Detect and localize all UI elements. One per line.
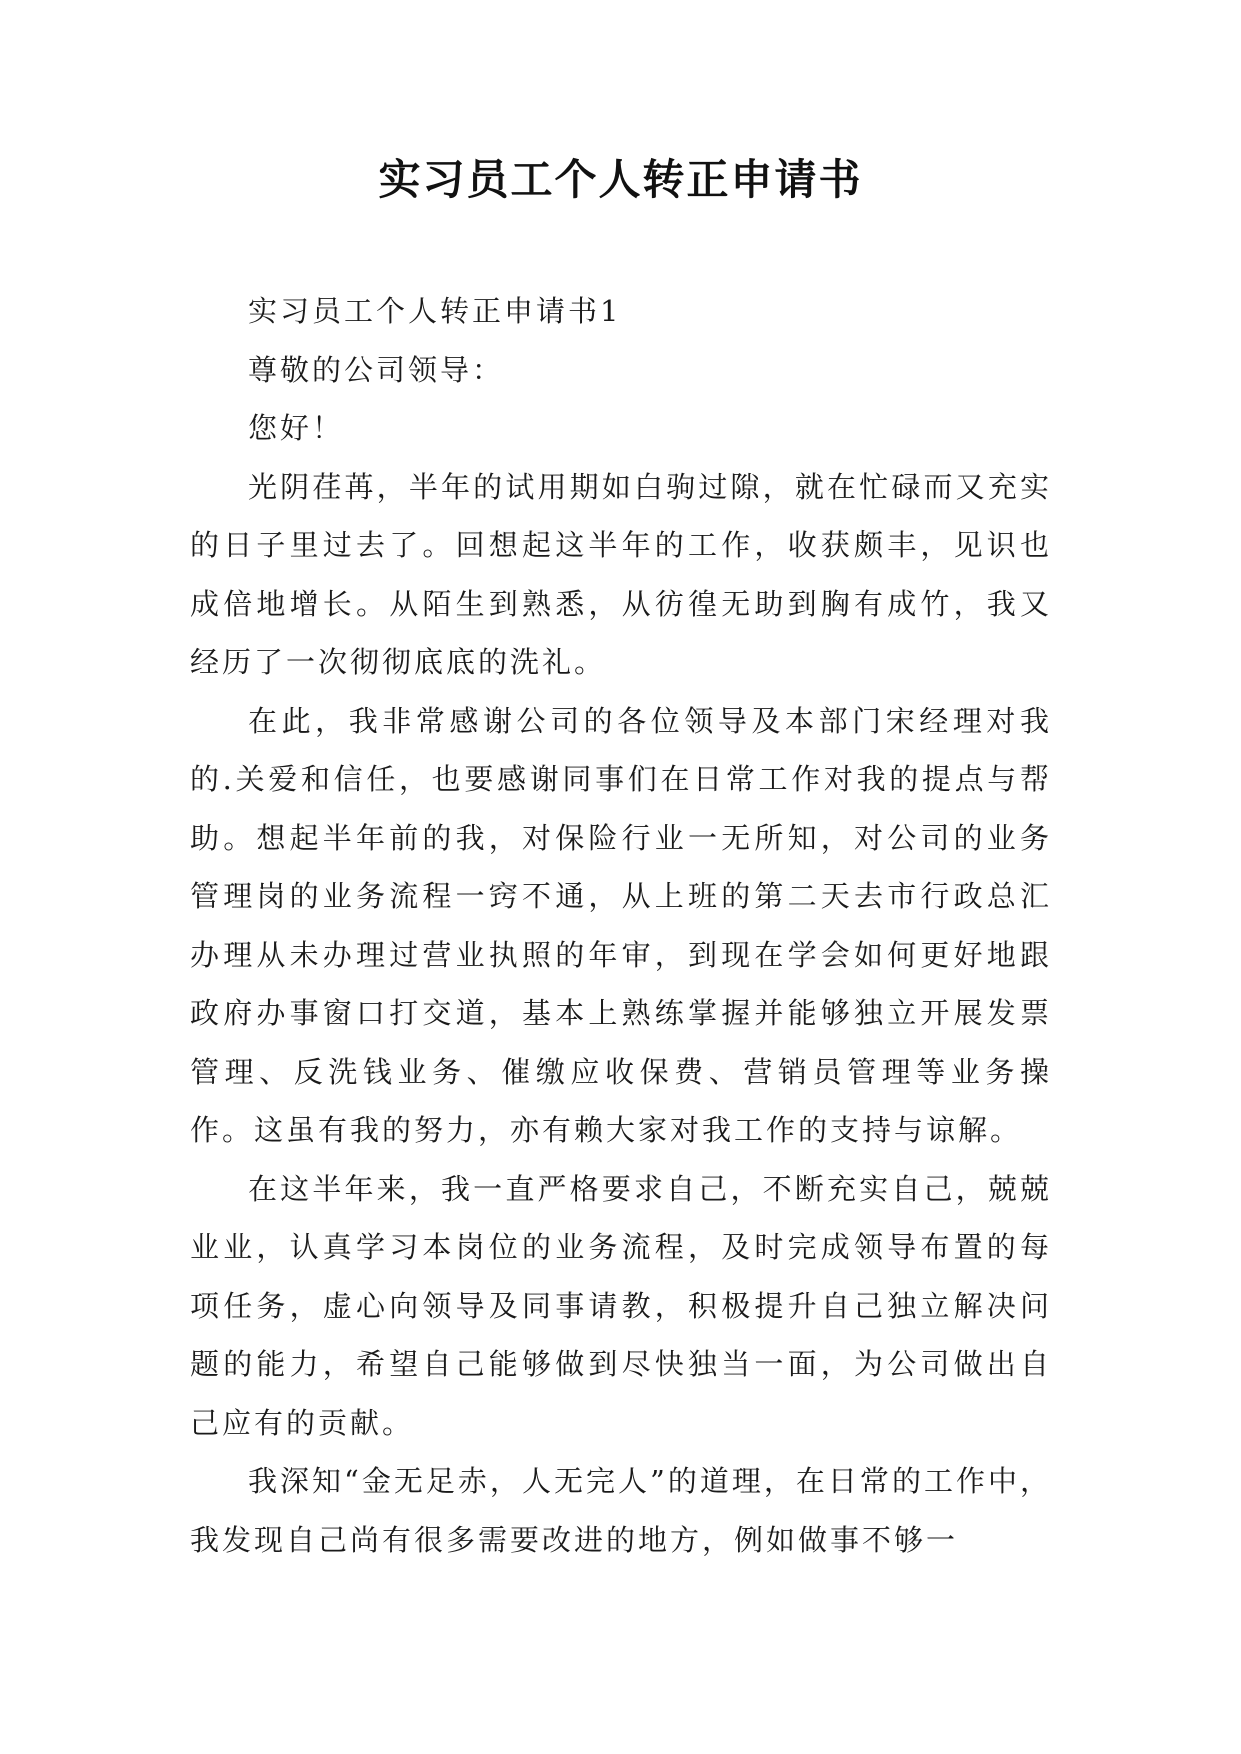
paragraph: 在此，我非常感谢公司的各位领导及本部门宋经理对我的.关爱和信任，也要感谢同事们在日常工作对我的提点与帮助。想起半年前的我，对保险行业一无所知，对公司的业务管理岗的业务流程一窍不通，从上班的第二天去市行政总汇办理从未办理过营业执照的年审，到现在学会如何更好地跟政府办事窗口打交道，基本上熟练掌握并能够独立开展发票管理、反洗钱业务、催缴应收保费、营销员管理等业务操作。这虽有我的努力，亦有赖大家对我工作的支持与谅解。 <box>190 703 1052 1147</box>
document-title: 实习员工个人转正申请书 <box>378 155 863 204</box>
paragraph-salutation: 尊敬的公司领导： <box>248 352 505 387</box>
document-body <box>190 282 1052 1569</box>
paragraph: 在这半年来，我一直严格要求自己，不断充实自己，兢兢业业，认真学习本岗位的业务流程，及时完成领导布置的每项任务，虚心向领导及同事请教，积极提升自己独立解决问题的能力，希望自己能够做到尽快独当一面，为公司做出自己应有的贡献。 <box>190 1171 1052 1440</box>
paragraph-heading: 实习员工个人转正申请书1 <box>248 294 622 328</box>
paragraph: 光阴荏苒，半年的试用期如白驹过隙，就在忙碌而又充实的日子里过去了。回想起这半年的工作，收获颇丰，见识也成倍地增长。从陌生到熟悉，从彷徨无助到胸有成竹，我又经历了一次彻彻底底的洗礼。 <box>190 469 1052 679</box>
paragraph-greeting: 您好！ <box>248 411 345 445</box>
paragraph: 我深知“金无足赤，人无完人”的道理，在日常的工作中，我发现自己尚有很多需要改进的地方，例如做事不够一 <box>190 1464 1052 1557</box>
